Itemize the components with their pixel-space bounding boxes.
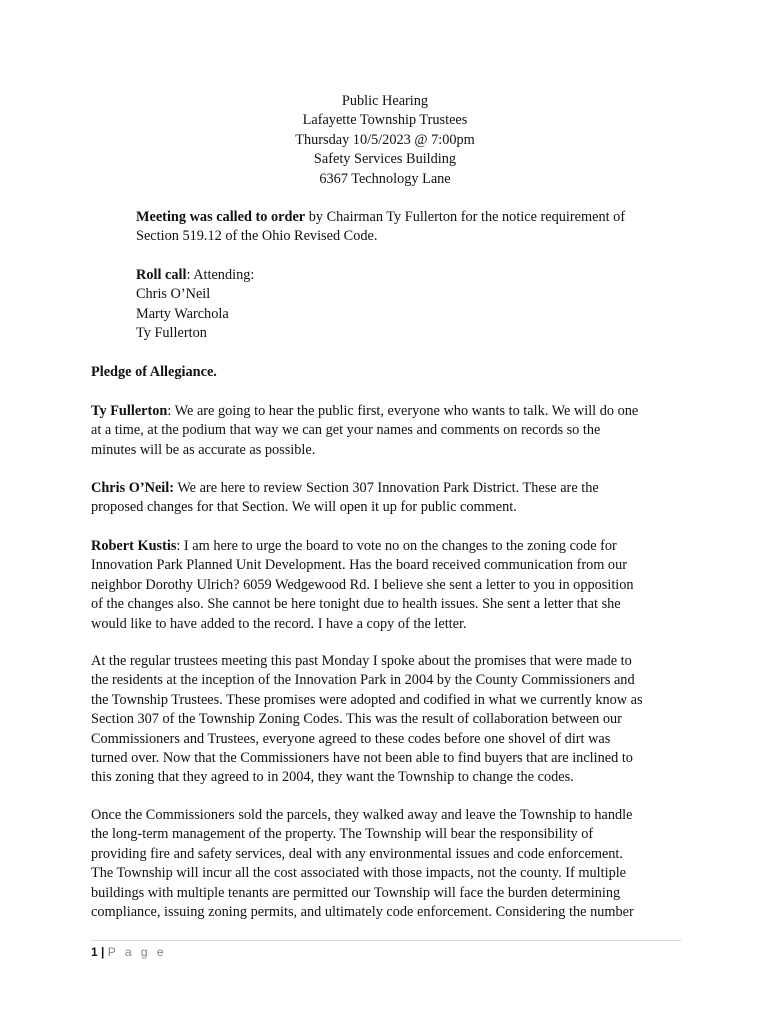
footer-separator: | [97, 945, 108, 959]
header-date-time: Thursday 10/5/2023 @ 7:00pm [295, 131, 475, 148]
speaker-name: Ty Fullerton [91, 403, 168, 419]
speaker-text-line: Innovation Park Planned Unit Development. Has the board received communication from our [91, 557, 627, 574]
speaker-text: We are here to review Section 307 Innovation Park District. These are the [174, 480, 599, 496]
pledge-text: Pledge of Allegiance. [91, 364, 217, 380]
roll-call-member: Chris O’Neil [136, 286, 211, 303]
header-address: 6367 Technology Lane [319, 170, 451, 187]
call-to-order-text: by Chairman Ty Fullerton for the notice requirement of [305, 209, 626, 225]
roll-call-member: Marty Warchola [136, 305, 229, 322]
speaker-name: Robert Kustis [91, 538, 177, 554]
speaker-text-line: neighbor Dorothy Ulrich? 6059 Wedgewood Rd. I believe she sent a letter to you in opposition [91, 576, 634, 593]
paragraph-line: compliance, issuing zoning permits, and ultimately code enforcement. Considering the number [91, 904, 634, 921]
body-paragraph-2 [91, 652, 691, 788]
speaker-text: : I am here to urge the board to vote no on the changes to the zoning code for [176, 538, 617, 554]
page-footer [91, 944, 167, 960]
document-header [0, 92, 770, 189]
paragraph-line: Once the Commissioners sold the parcels, they walked away and leave the Township to handle [91, 807, 633, 823]
roll-call-section [136, 266, 696, 344]
ty-fullerton-paragraph [91, 402, 691, 460]
speaker-text-line: minutes will be as accurate as possible. [91, 441, 316, 458]
body-paragraph-3 [91, 806, 691, 922]
header-organization: Lafayette Township Trustees [302, 112, 468, 129]
roll-call-member: Ty Fullerton [136, 325, 207, 342]
speaker-text: : We are going to hear the public first, everyone who wants to talk. We will do one [167, 403, 639, 419]
chris-oneil-paragraph [91, 479, 691, 518]
header-venue: Safety Services Building [313, 151, 457, 168]
paragraph-line: the long-term management of the property. The Township will bear the responsibility of [91, 826, 594, 843]
speaker-text-line: at a time, at the podium that way we can get your names and comments on records so the [91, 422, 601, 439]
paragraph-line: turned over. Now that the Commissioners have not been able to find buyers that are inclined to [91, 750, 633, 767]
paragraph-line: this zoning that they agreed to in 2004, they want the Township to change the codes. [91, 769, 574, 786]
paragraph-line: buildings with multiple tenants are permitted our Township will face the burden determining [91, 884, 621, 901]
paragraph-line: providing fire and safety services, deal with any environmental issues and code enforcement. [91, 845, 623, 862]
paragraph-line: the residents at the inception of the Innovation Park in 2004 by the County Commissioners and [91, 672, 635, 689]
call-to-order-text-line2: Section 519.12 of the Ohio Revised Code. [136, 228, 378, 245]
call-to-order-paragraph [136, 208, 696, 247]
call-to-order-label: Meeting was called to order [136, 209, 306, 225]
page-label: P a g e [107, 945, 167, 959]
speaker-name: Chris O’Neil: [91, 480, 174, 496]
roll-call-label: Roll call [136, 267, 187, 283]
header-title: Public Hearing [341, 93, 429, 109]
paragraph-line: the Township Trustees. These promises were adopted and codified in what we currently know as [91, 691, 643, 708]
paragraph-line: At the regular trustees meeting this past Monday I spoke about the promises that were made to [91, 653, 632, 669]
robert-kustis-paragraph [91, 537, 691, 634]
paragraph-line: Commissioners and Trustees, everyone agreed to these codes before one shovel of dirt was [91, 730, 611, 747]
speaker-text-line: would like to have added to the record. I have a copy of the letter. [91, 615, 467, 632]
speaker-text-line: proposed changes for that Section. We will open it up for public comment. [91, 499, 517, 516]
pledge-heading [91, 363, 691, 382]
paragraph-line: Section 307 of the Township Zoning Codes. This was the result of collaboration between our [91, 711, 622, 728]
footer-divider [91, 940, 681, 941]
page-number: 1 [91, 945, 98, 959]
roll-call-text: : Attending: [186, 267, 255, 283]
speaker-text-line: of the changes also. She cannot be here tonight due to health issues. She sent a letter that she [91, 596, 621, 613]
paragraph-line: The Township will incur all the cost associated with those impacts, not the county. If multiple [91, 865, 627, 882]
